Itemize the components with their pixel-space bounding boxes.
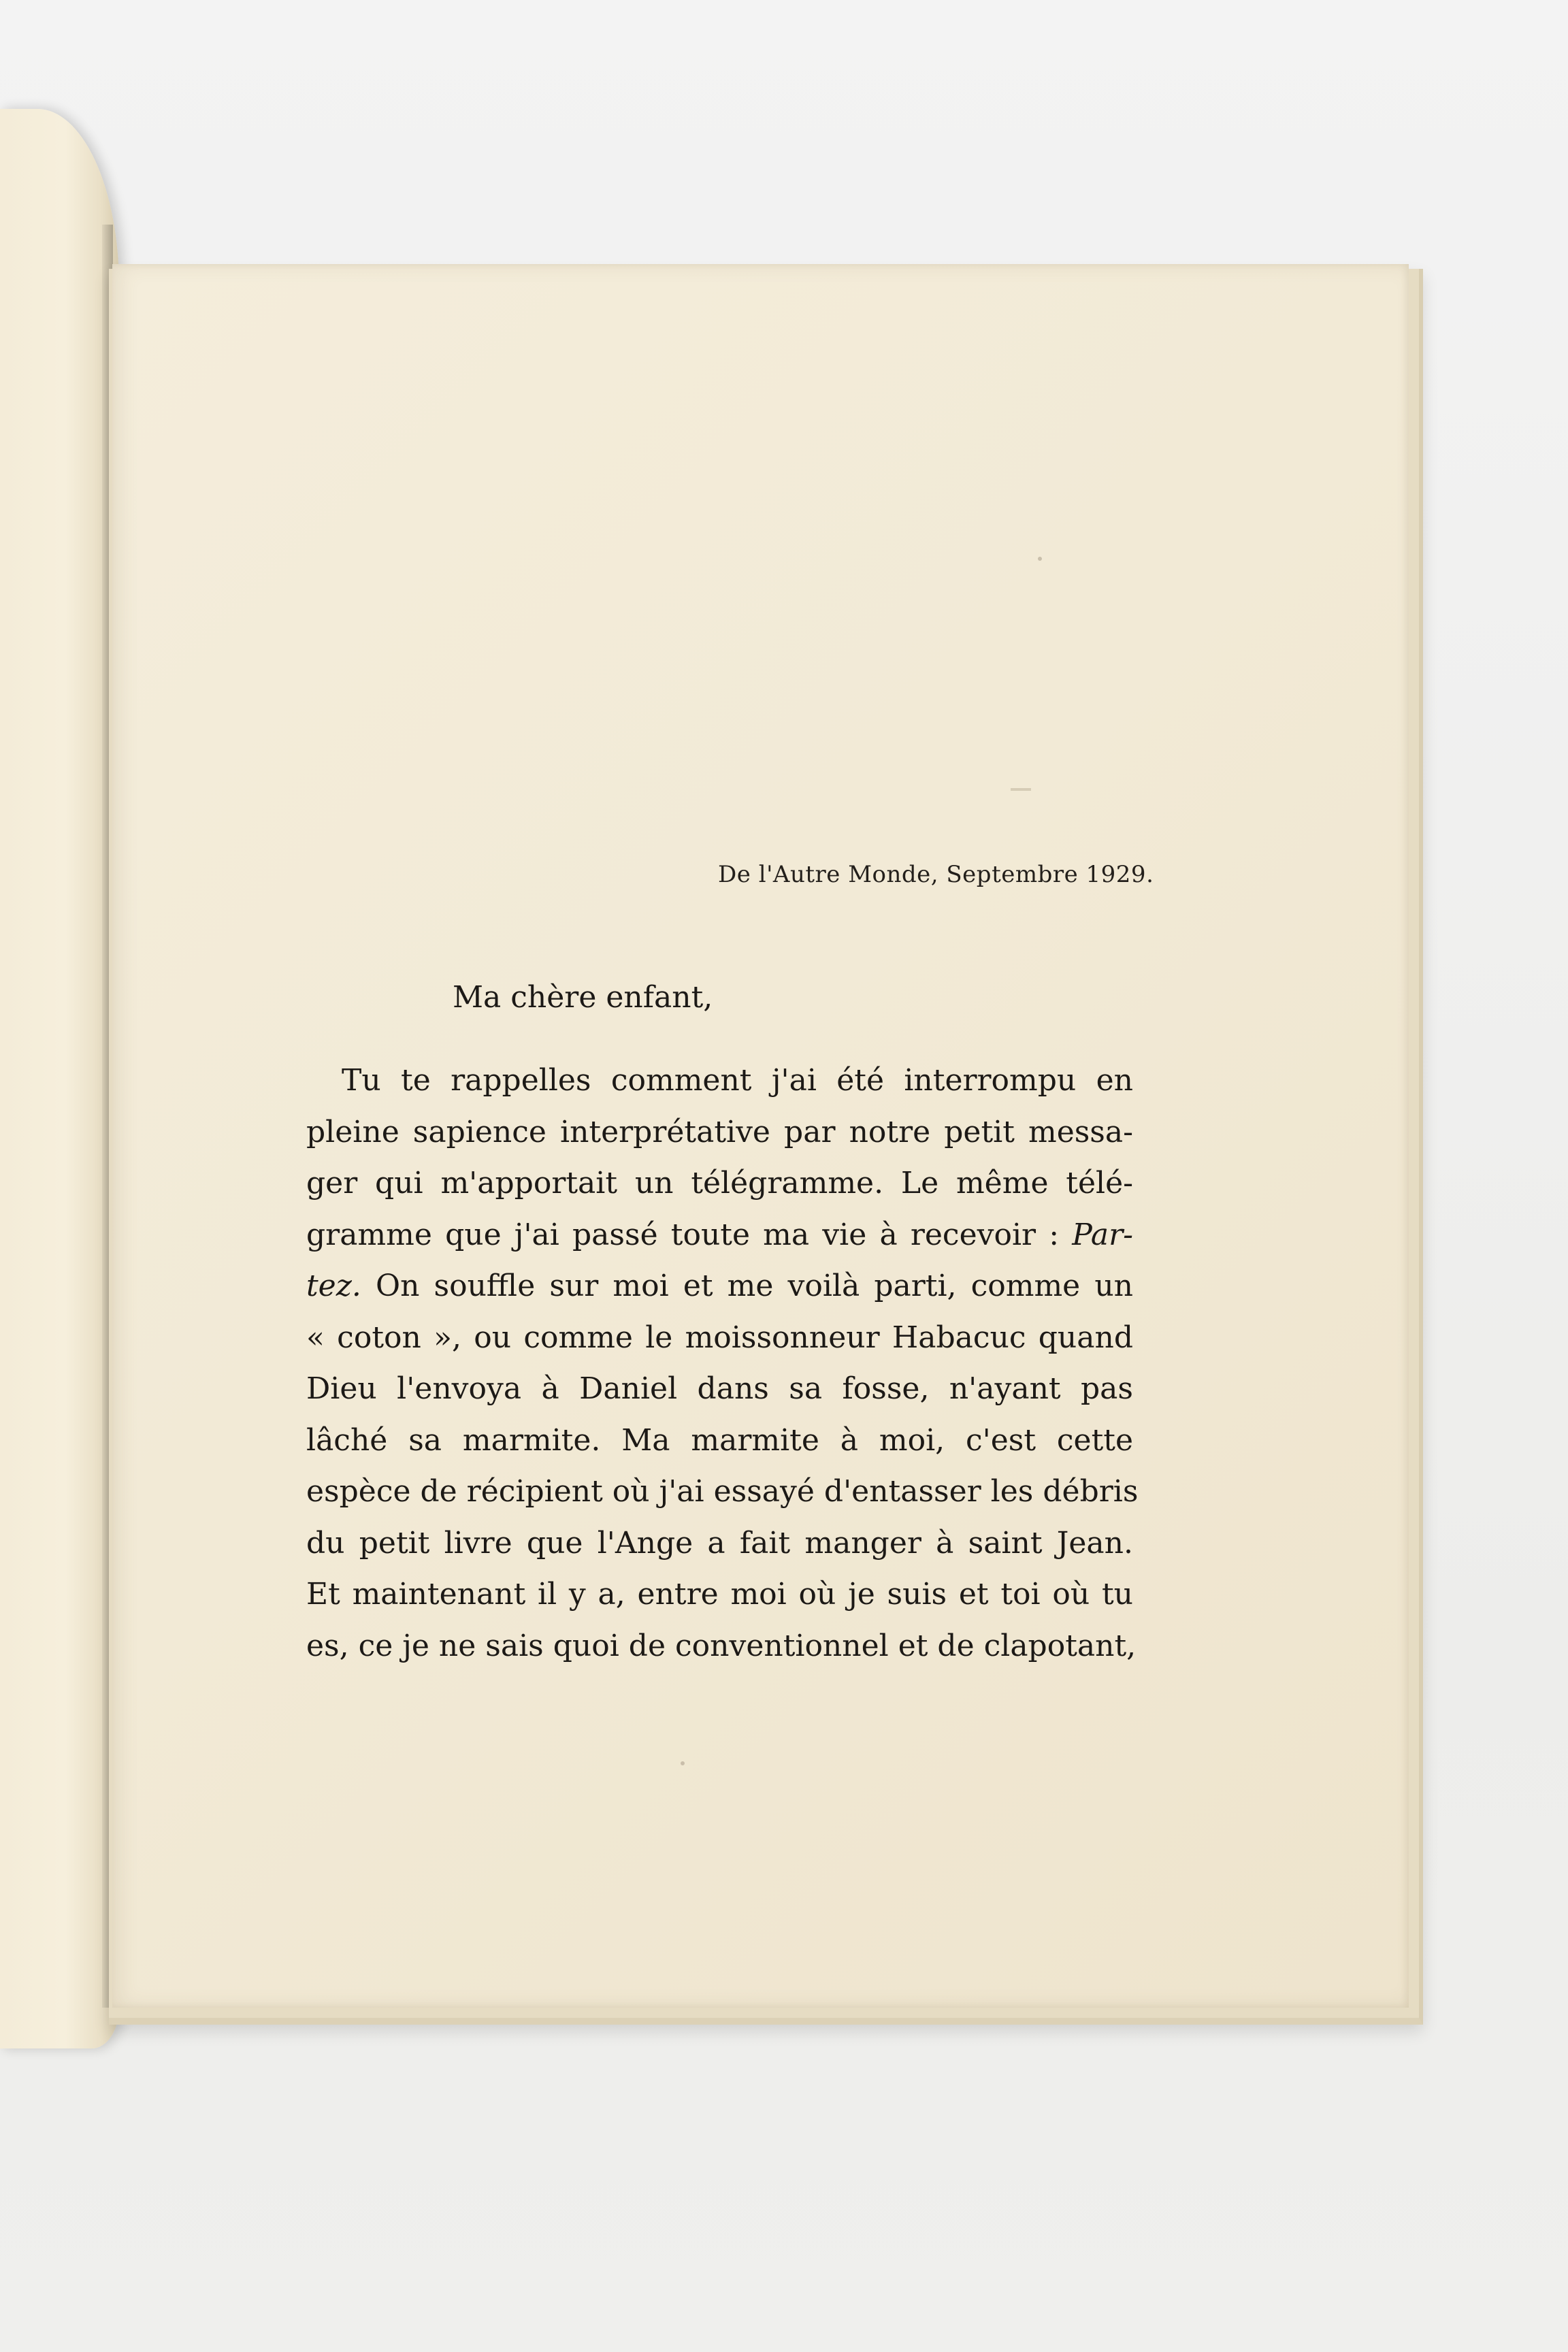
left-page-curl	[0, 109, 119, 2048]
body-line-5-italic: tez.	[306, 1269, 361, 1303]
body-line-4	[306, 1209, 1133, 1261]
paper-speck	[681, 1761, 685, 1765]
body-line-2: pleine sapience interprétative par notre petit messa-	[306, 1114, 1133, 1149]
body-line-1: Tu te rappelles comment j'ai été interrompu en	[342, 1063, 1133, 1098]
folio-mark	[1011, 788, 1031, 791]
body-line-4-italic: Par-	[1072, 1217, 1133, 1252]
letter-body	[306, 1055, 1139, 1671]
body-line-10: du petit livre que l'Ange a fait manger à saint Jean.	[306, 1525, 1133, 1561]
body-line-8: lâché sa marmite. Ma marmite à moi, c'est cette	[306, 1422, 1133, 1458]
salutation: Ma chère enfant,	[453, 980, 713, 1015]
body-line-9: espèce de récipient où j'ai essayé d'entasser les débris	[306, 1474, 1139, 1509]
body-line-11: Et maintenant il y a, entre moi où je suis et toi où tu	[306, 1577, 1133, 1612]
body-line-5	[306, 1260, 1133, 1312]
dateline: De l'Autre Monde, Septembre 1929.	[718, 861, 1154, 888]
body-line-6: « coton », ou comme le moissonneur Habacuc quand	[306, 1320, 1133, 1355]
body-line-7: Dieu l'envoya à Daniel dans sa fosse, n'ayant pas	[306, 1371, 1133, 1406]
body-line-5-text: On souffle sur moi et me voilà parti, comme un	[361, 1269, 1133, 1303]
body-line-3: ger qui m'apportait un télégramme. Le même télé-	[306, 1166, 1133, 1200]
paper-speck	[1038, 557, 1042, 561]
body-line-4-text: gramme que j'ai passé toute ma vie à recevoir :	[306, 1217, 1073, 1252]
body-line-12: es, ce je ne sais quoi de conventionnel et de clapotant,	[306, 1628, 1137, 1663]
